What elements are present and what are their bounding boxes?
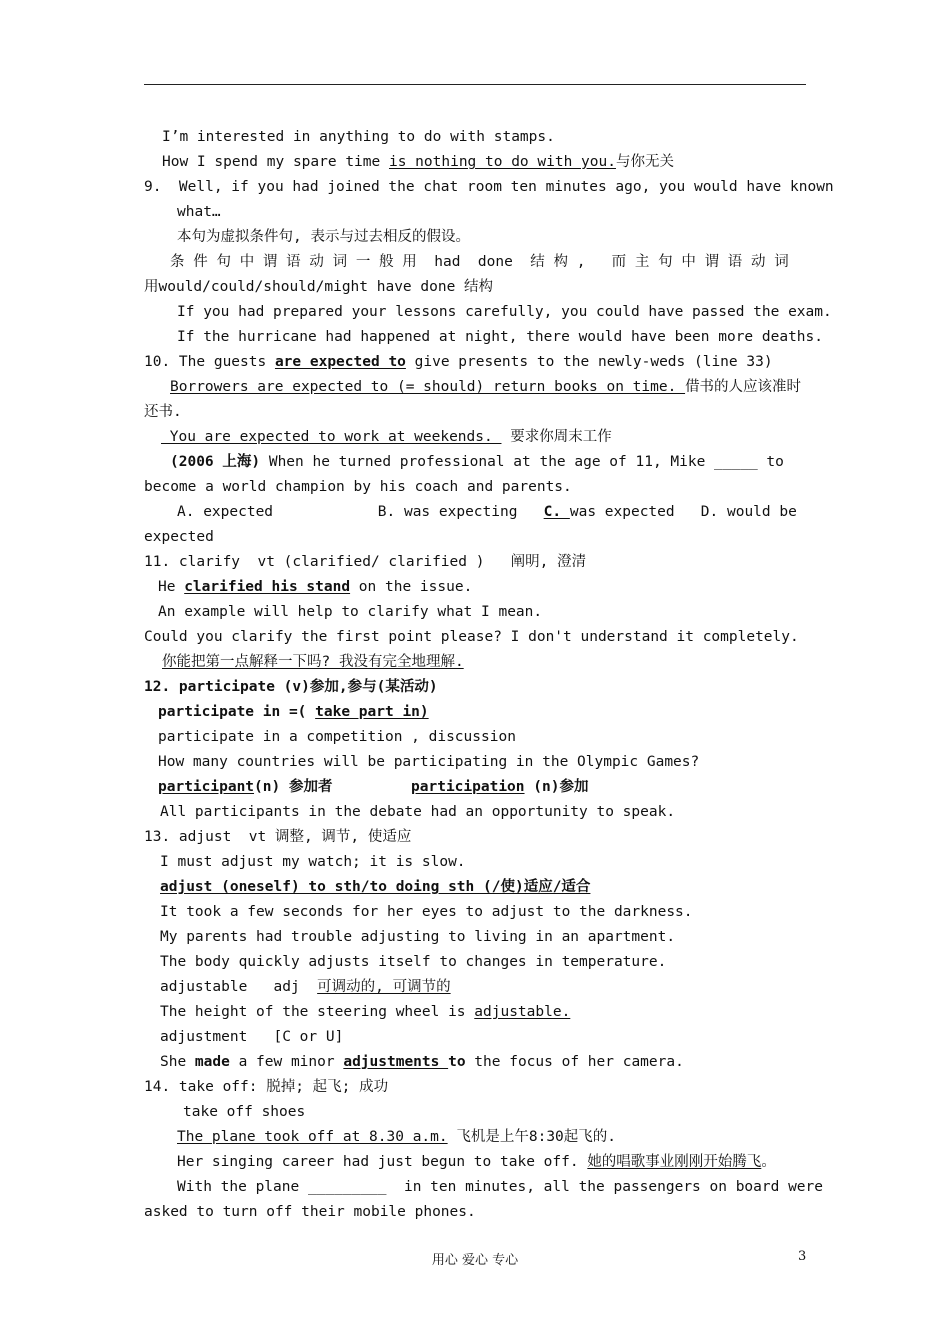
text-line: I’m interested in anything to do with stamps. (162, 129, 555, 145)
example-sentence: All participants in the debate had an opportunity to speak. (160, 804, 676, 820)
text-line: participant(n) 参加者 participation (n)参加 (158, 779, 589, 795)
text-line: 还书. (144, 404, 182, 420)
text-line: 本句为虚拟条件句, 表示与过去相反的假设。 (177, 229, 470, 245)
example-sentence: I must adjust my watch; it is slow. (160, 854, 466, 870)
text-line: adjustment [C or U] (160, 1029, 344, 1045)
example-sentence: It took a few seconds for her eyes to adjust to the darkness. (160, 904, 693, 920)
example-sentence: You are expected to work at weekends. 要求你周末工作 (161, 429, 612, 445)
text-line: adjustable adj 可调动的, 可调节的 (160, 979, 451, 995)
example-sentence: If you had prepared your lessons carefully, you could have passed the exam. (177, 304, 832, 320)
text-line: take off shoes (183, 1104, 306, 1120)
example-sentence: Borrowers are expected to (= should) return books on time. 借书的人应该准时 (170, 379, 802, 395)
item-11-heading: 11. clarify vt (clarified/ clarified ) 阐明, 澄清 (144, 554, 587, 570)
text-line: asked to turn off their mobile phones. (144, 1204, 476, 1220)
text-line: participate in =( take part in) (158, 704, 429, 720)
text-line: become a world champion by his coach and parents. (144, 479, 572, 495)
item-14-heading: 14. take off: 脱掉; 起飞; 成功 (144, 1079, 389, 1095)
text-line: expected (144, 529, 214, 545)
page-number: 3 (798, 1249, 807, 1264)
item-13-heading: 13. adjust vt 调整, 调节, 使适应 (144, 829, 412, 845)
example-sentence: The body quickly adjusts itself to changes in temperature. (160, 954, 667, 970)
item-9-heading: 9. Well, if you had joined the chat room ten minutes ago, you would have known (144, 179, 834, 195)
example-sentence: The plane took off at 8.30 a.m. 飞机是上午8:30起飞的. (177, 1129, 617, 1145)
text-line: what… (177, 204, 221, 220)
example-sentence: How many countries will be participating in the Olympic Games? (158, 754, 700, 770)
answer-options: A. expected B. was expecting C. was expected D. would be (177, 504, 797, 520)
example-sentence: An example will help to clarify what I mean. (158, 604, 543, 620)
example-sentence: Her singing career had just begun to take off. 她的唱歌事业刚刚开始腾飞。 (177, 1154, 776, 1170)
item-12-heading: 12. participate (v)参加,参与(某活动) (144, 679, 438, 695)
exam-question: With the plane _________ in ten minutes, all the passengers on board were (177, 1179, 824, 1195)
example-sentence: My parents had trouble adjusting to living in an apartment. (160, 929, 676, 945)
text-line: adjust (oneself) to sth/to doing sth (/使)适应/适合 (160, 879, 591, 895)
text-line: participate in a competition , discussion (158, 729, 516, 745)
item-10-heading: 10. The guests are expected to give presents to the newly-weds (line 33) (144, 354, 773, 370)
text-line: 条 件 句 中 谓 语 动 词 一 般 用 had done 结 构 , 而 主 句 中 谓 语 动 词 (170, 254, 789, 270)
header-rule (144, 84, 806, 85)
example-sentence: He clarified his stand on the issue. (158, 579, 473, 595)
example-sentence: Could you clarify the first point please? I don't understand it completely. (144, 629, 799, 645)
example-sentence: If the hurricane had happened at night, there would have been more deaths. (177, 329, 824, 345)
page-footer: 用心 爱心 专心 (431, 1253, 519, 1268)
example-sentence: She made a few minor adjustments to the focus of her camera. (160, 1054, 684, 1070)
text-line: 用would/could/should/might have done 结构 (144, 279, 494, 295)
example-sentence: The height of the steering wheel is adjustable. (160, 1004, 571, 1020)
exam-question: (2006 上海) When he turned professional at the age of 11, Mike _____ to (170, 454, 784, 470)
translation: 你能把第一点解释一下吗? 我没有完全地理解. (162, 654, 464, 670)
text-line: How I spend my spare time is nothing to do with you.与你无关 (162, 154, 674, 170)
